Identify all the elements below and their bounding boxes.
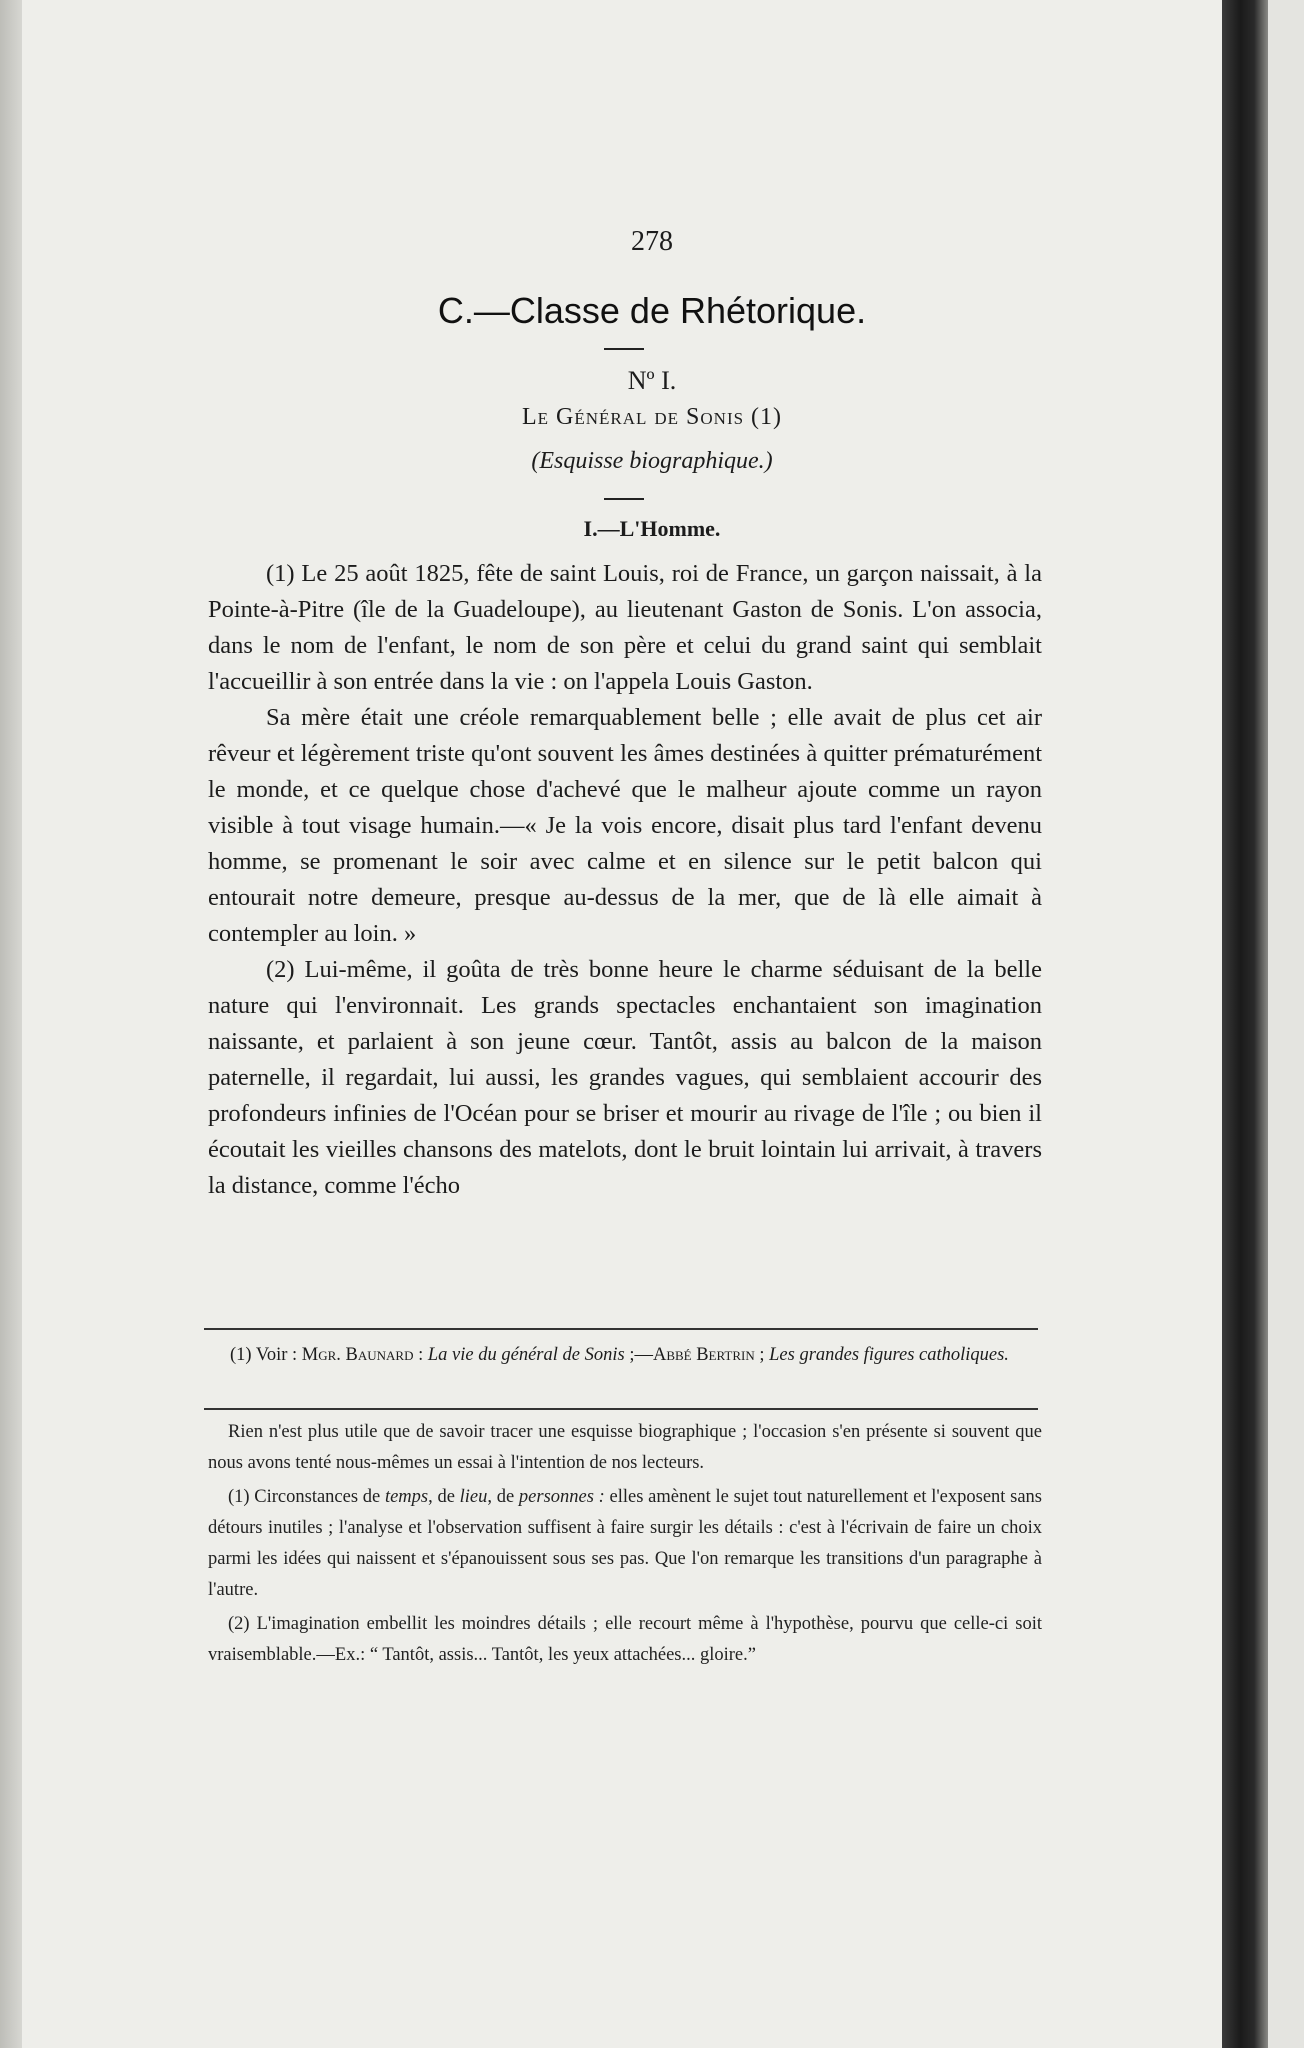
commentary-note-1 [208,1482,1042,1606]
paragraph-3: (2) Lui-même, il goûta de très bonne heure le charme séduisant de la belle nature qui l'environnait. Les grands spectacles enchantaient son imagination naissante, et parlaient à son jeune cœur. Tantôt, assis au balcon de la maison paternelle, il regardait, lui aussi, les grandes vagues, qui semblaient accourir des profondeurs infinies de l'Océan pour se briser et mourir au rivage de l'île ; ou bien il écoutait les vieilles chansons des matelots, dont le bruit lointain lui arrivait, à travers la distance, comme l'écho [208,956,1042,1199]
piece-subtitle-note: (Esquisse biographique.) [531,448,773,474]
note1-temps: temps [384,1487,429,1507]
note1-text-b: , de [428,1487,460,1507]
paragraph-2: Sa mère était une créole remarquablement belle ; elle avait de plus cet air rêveur et légèrement triste qu'ont souvent les âmes destinées à quitter prématurément le monde, et ce quelque chose d'achevé que le malheur ajoute comme un rayon visible à tout visage humain.—« Je la vois encore, disait plus tard l'enfant devenu homme, se promenant le soir avec calme et en silence sur le petit balcon qui entourait notre demeure, presque au-dessus de la mer, que de là elle aimait à contempler au loin. » [208,704,1042,947]
commentary [208,1417,1042,1674]
footnote-sep-1: : [413,1345,428,1365]
footnote-work-2: Les grandes figures catholiques. [769,1345,1009,1365]
footnote-sep-3: ; [754,1345,765,1365]
footnote-1 [208,1340,1042,1370]
commentary-intro: Rien n'est plus utile que de savoir tracer une esquisse biographique ; l'occasion s'en présente si souvent que nous avons tenté nous-mêmes un essai à l'intention de nos lecteurs. [208,1422,1042,1473]
note1-text-d: elles amènent le sujet tout naturellement et l'exposent sans détours inutiles ; l'analyse et l'observation suffisent à faire surgir les détails : c'est à l'écrivain de faire un choix parmi les idées qui naissent et s'épanouissent sous ses pas. Que l'on remarque les transitions d'un paragraphe à l'autre. [208,1487,1043,1600]
note1-text-a: (1) Circonstances de [228,1487,385,1507]
footnote-prefix: (1) Voir : [230,1345,302,1365]
footnote-work-1: La vie du général de Sonis [427,1345,625,1365]
footnote-rule-top [204,1328,1038,1330]
footnote-rule-bottom [204,1408,1038,1410]
piece-subtitle: Le Général de Sonis (1) [521,404,783,430]
footnote-sep-2: ;— [624,1345,653,1365]
chapter-title: C.—Classe de Rhétorique. [437,290,867,331]
title-rule [604,348,644,350]
commentary-note-2: (2) L'imagination embellit les moindres détails ; elle recourt même à l'hypothèse, pourvu que celle-ci soit vraisemblable.—Ex.: “ Tantôt, assis... Tantôt, les yeux attachées... gloire.” [208,1614,1042,1665]
note1-lieu: lieu [459,1487,488,1507]
main-text [208,556,1042,1204]
footnote-author-2: Abbé Bertrin [652,1345,755,1365]
note1-text-c: , de [487,1487,519,1507]
footnote-author-1: Mgr. Baunard [301,1345,414,1365]
subtitle-rule [604,498,644,500]
piece-number: Nº I. [627,366,677,395]
note1-personnes: personnes : [518,1487,605,1507]
section-heading: I.—L'Homme. [583,516,721,541]
paragraph-1: (1) Le 25 août 1825, fête de saint Louis, roi de France, un garçon naissait, à la Pointe-à-Pitre (île de la Guadeloupe), au lieutenant Gaston de Sonis. L'on associa, dans le nom de l'enfant, le nom de son père et celui du grand saint qui semblait l'accueillir à son entrée dans la vie : on l'appela Louis Gaston. [208,560,1042,695]
page-number: 278 [631,226,673,257]
